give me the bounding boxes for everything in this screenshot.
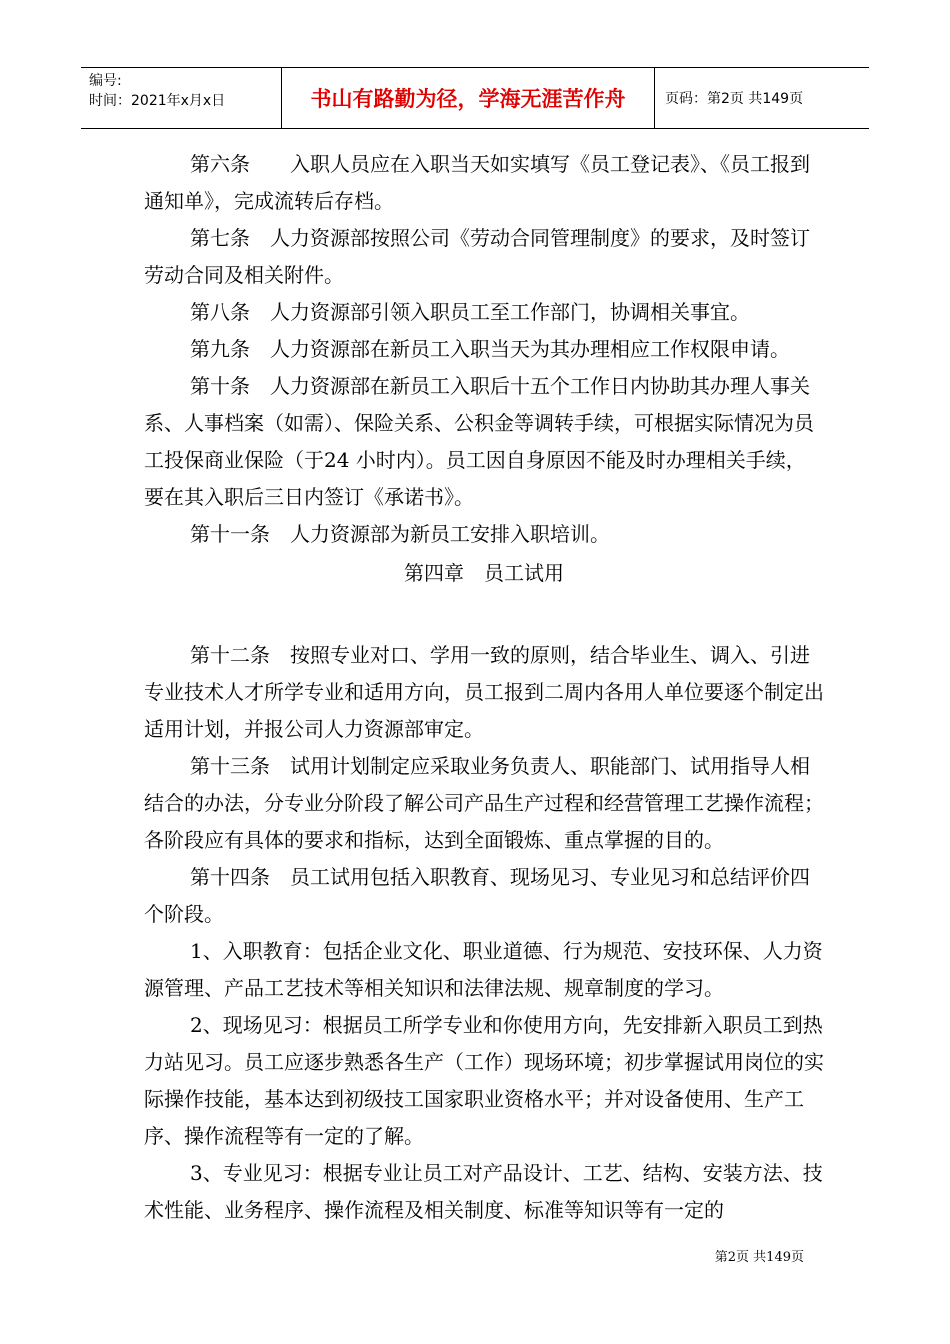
article-9: 第九条 人力资源部在新员工入职当天为其办理相应工作权限申请。 [190,337,790,361]
header-meta [81,68,282,128]
article-6: 第六条 入职人员应在入职当天如实填写《员工登记表》、《员工报到通知单》，完成流转后存档。 [144,152,810,213]
item-2: 2、现场见习：根据员工所学专业和你使用方向，先安排新入职员工到热力站见习。员工应逐步熟悉各生产（工作）现场环境；初步掌握试用岗位的实际操作技能，基本达到初级技工国家职业资格水平；并对设备使用、生产工序、操作流程等有一定的了解。 [144,1013,824,1148]
article-10: 第十条 人力资源部在新员工入职后十五个工作日内协助其办理人事关系、人事档案（如需）、保险关系、公积金等调转手续，可根据实际情况为员工投保商业保险（于24 小时内）。员工因自身原因不能及时办理相关手续，要在其入职后三日内签订《承诺书》。 [144,374,814,509]
page-header [81,67,869,129]
article-12: 第十二条 按照专业对口、学用一致的原则，结合毕业生、调入、引进专业技术人才所学专业和适用方向，员工报到二周内各用人单位要逐个制定出适用计划，并报公司人力资源部审定。 [144,643,824,741]
item-3: 3、专业见习：根据专业让员工对产品设计、工艺、结构、安装方法、技术性能、业务程序、操作流程及相关制度、标准等知识等有一定的 [144,1161,823,1222]
article-14: 第十四条 员工试用包括入职教育、现场见习、专业见习和总结评价四个阶段。 [144,865,810,926]
header-page-info: 页码：第2页 共149页 [665,91,804,107]
item-1: 1、入职教育：包括企业文化、职业道德、行为规范、安技环保、人力资源管理、产品工艺技术等相关知识和法律法规、规章制度的学习。 [144,939,823,1000]
article-11: 第十一条 人力资源部为新员工安排入职培训。 [190,522,610,546]
number-label: 编号: [89,73,122,89]
document-body [144,146,824,1229]
header-motto: 书山有路勤为径，学海无涯苦作舟 [282,68,655,128]
article-8: 第八条 人力资源部引领入职员工至工作部门，协调相关事宜。 [190,300,750,324]
chapter-title: 第四章 员工试用 [404,561,564,585]
article-13: 第十三条 试用计划制定应采取业务负责人、职能部门、试用指导人相结合的办法，分专业分阶段了解公司产品生产过程和经营管理工艺操作流程；各阶段应有具体的要求和指标，达到全面锻炼、重点掌握的目的。 [144,754,824,852]
time-label: 时间：2021年x月x日 [89,93,226,109]
page-footer: 第2页 共149页 [714,1250,804,1265]
article-7: 第七条 人力资源部按照公司《劳动合同管理制度》的要求，及时签订劳动合同及相关附件。 [144,226,810,287]
